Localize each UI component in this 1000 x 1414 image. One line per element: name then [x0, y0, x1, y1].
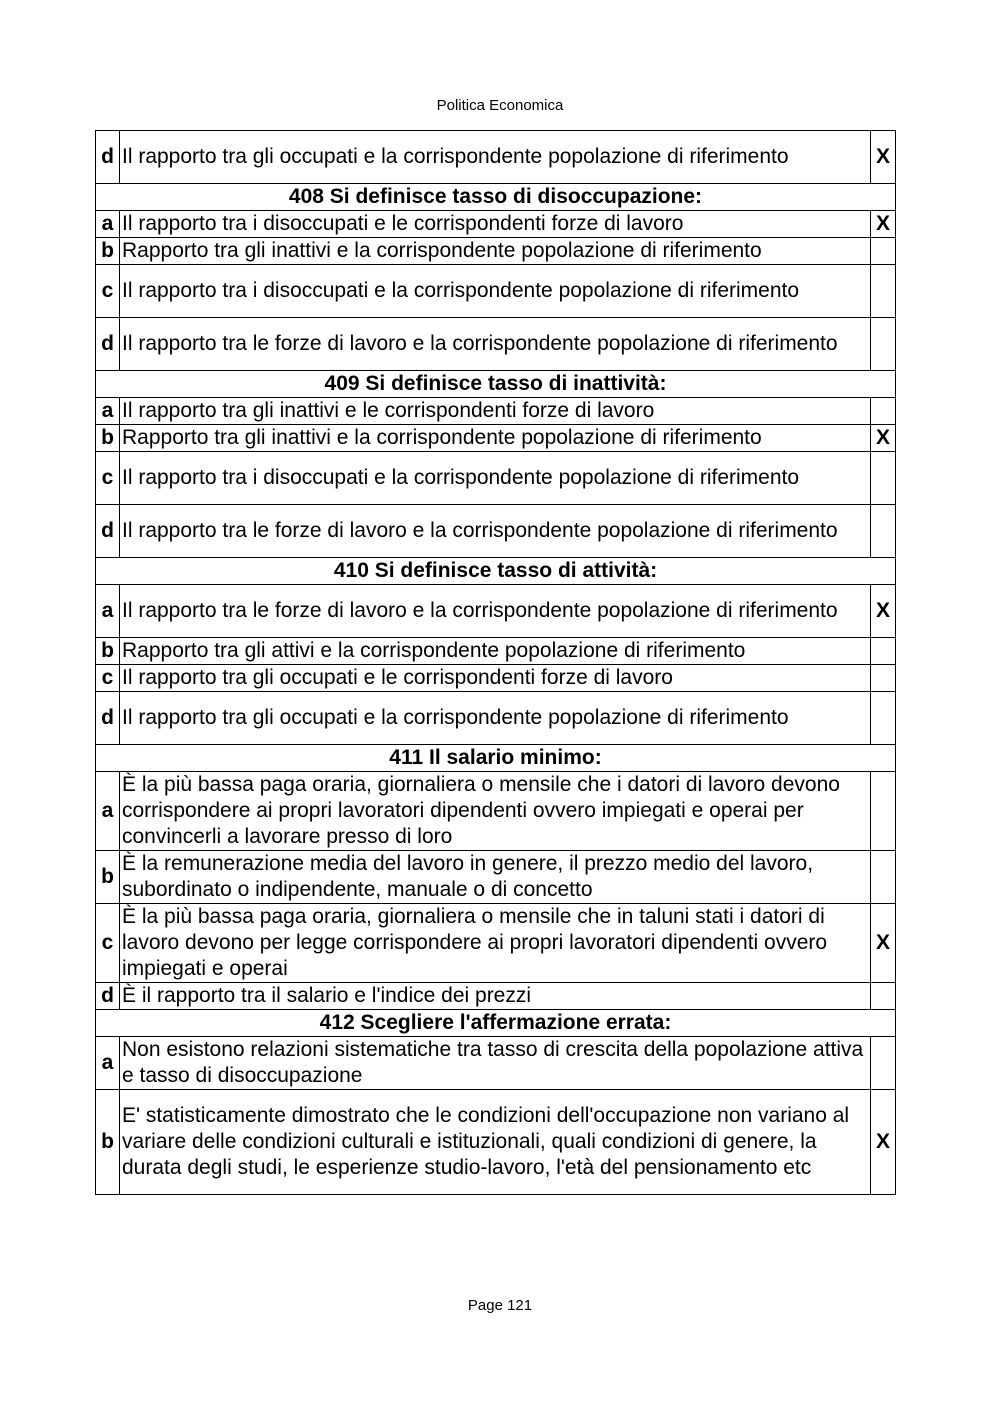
answer-row	[96, 983, 896, 1010]
answer-letter: a	[96, 211, 120, 238]
quiz-table	[95, 130, 896, 1195]
answer-letter: b	[96, 851, 120, 904]
answer-text: Rapporto tra gli inattivi e la corrispondente popolazione di riferimento	[120, 238, 871, 265]
answer-letter: d	[96, 131, 120, 184]
answer-row	[96, 1090, 896, 1195]
answer-letter: c	[96, 665, 120, 692]
answer-text: Il rapporto tra gli occupati e la corrispondente popolazione di riferimento	[120, 692, 871, 745]
answer-text: Il rapporto tra i disoccupati e la corrispondente popolazione di riferimento	[120, 265, 871, 318]
correct-mark: X	[871, 211, 896, 238]
correct-mark: X	[871, 1090, 896, 1195]
correct-mark	[871, 772, 896, 851]
answer-row	[96, 211, 896, 238]
answer-letter: d	[96, 692, 120, 745]
answer-letter: d	[96, 318, 120, 371]
question-title: 411 Il salario minimo:	[96, 745, 896, 772]
question-title: 408 Si definisce tasso di disoccupazione:	[96, 184, 896, 211]
answer-row	[96, 452, 896, 505]
answer-text: Rapporto tra gli attivi e la corrispondente popolazione di riferimento	[120, 638, 871, 665]
question-row	[96, 1010, 896, 1037]
answer-letter: d	[96, 505, 120, 558]
answer-text: È la remunerazione media del lavoro in genere, il prezzo medio del lavoro, subordinato o indipendente, manuale o di concetto	[120, 851, 871, 904]
answer-text: Il rapporto tra le forze di lavoro e la corrispondente popolazione di riferimento	[120, 585, 871, 638]
answer-row	[96, 692, 896, 745]
question-row	[96, 558, 896, 585]
answer-row	[96, 131, 896, 184]
answer-letter: c	[96, 265, 120, 318]
answer-text: E' statisticamente dimostrato che le condizioni dell'occupazione non variano al variare delle condizioni culturali e istituzionali, quali condizioni di genere, la durata degli studi, le esperienze studio-lavoro, l'età del pensionamento etc	[120, 1090, 871, 1195]
answer-letter: a	[96, 772, 120, 851]
answer-text: È il rapporto tra il salario e l'indice dei prezzi	[120, 983, 871, 1010]
answer-letter: a	[96, 585, 120, 638]
answer-text: Il rapporto tra i disoccupati e le corrispondenti forze di lavoro	[120, 211, 871, 238]
correct-mark	[871, 851, 896, 904]
answer-letter: b	[96, 1090, 120, 1195]
answer-letter: c	[96, 452, 120, 505]
answer-text: Il rapporto tra gli occupati e la corrispondente popolazione di riferimento	[120, 131, 871, 184]
page-number: Page 121	[467, 1297, 533, 1314]
answer-row	[96, 585, 896, 638]
answer-letter: d	[96, 983, 120, 1010]
correct-mark	[871, 238, 896, 265]
answer-text: Rapporto tra gli inattivi e la corrispondente popolazione di riferimento	[120, 425, 871, 452]
answer-text: Il rapporto tra gli occupati e le corrispondenti forze di lavoro	[120, 665, 871, 692]
correct-mark	[871, 638, 896, 665]
answer-row	[96, 318, 896, 371]
answer-row	[96, 398, 896, 425]
answer-letter: a	[96, 398, 120, 425]
answer-row	[96, 638, 896, 665]
correct-mark: X	[871, 585, 896, 638]
question-title: 410 Si definisce tasso di attività:	[96, 558, 896, 585]
answer-row	[96, 665, 896, 692]
answer-row	[96, 851, 896, 904]
correct-mark: X	[871, 904, 896, 983]
answer-row	[96, 425, 896, 452]
correct-mark	[871, 1037, 896, 1090]
answer-letter: b	[96, 425, 120, 452]
question-title: 412 Scegliere l'affermazione errata:	[96, 1010, 896, 1037]
answer-row	[96, 238, 896, 265]
answer-letter: a	[96, 1037, 120, 1090]
correct-mark	[871, 452, 896, 505]
answer-row	[96, 1037, 896, 1090]
question-row	[96, 745, 896, 772]
correct-mark	[871, 692, 896, 745]
question-title: 409 Si definisce tasso di inattività:	[96, 371, 896, 398]
answer-text: Il rapporto tra gli inattivi e le corrispondenti forze di lavoro	[120, 398, 871, 425]
correct-mark	[871, 265, 896, 318]
page-header: Politica Economica	[436, 97, 564, 114]
correct-mark	[871, 398, 896, 425]
answer-letter: b	[96, 638, 120, 665]
answer-letter: c	[96, 904, 120, 983]
correct-mark: X	[871, 131, 896, 184]
correct-mark	[871, 665, 896, 692]
answer-row	[96, 904, 896, 983]
answer-text: Il rapporto tra i disoccupati e la corrispondente popolazione di riferimento	[120, 452, 871, 505]
correct-mark: X	[871, 425, 896, 452]
answer-text: Non esistono relazioni sistematiche tra tasso di crescita della popolazione attiva e tasso di disoccupazione	[120, 1037, 871, 1090]
correct-mark	[871, 505, 896, 558]
answer-text: È la più bassa paga oraria, giornaliera o mensile che i datori di lavoro devono corrispondere ai propri lavoratori dipendenti ovvero impiegati e operai per convincerli a lavorare presso di loro	[120, 772, 871, 851]
question-row	[96, 184, 896, 211]
question-row	[96, 371, 896, 398]
answer-row	[96, 505, 896, 558]
correct-mark	[871, 983, 896, 1010]
answer-text: Il rapporto tra le forze di lavoro e la corrispondente popolazione di riferimento	[120, 318, 871, 371]
answer-row	[96, 772, 896, 851]
answer-letter: b	[96, 238, 120, 265]
answer-row	[96, 265, 896, 318]
correct-mark	[871, 318, 896, 371]
answer-text: È la più bassa paga oraria, giornaliera o mensile che in taluni stati i datori di lavoro devono per legge corrispondere ai propri lavoratori dipendenti ovvero impiegati e operai	[120, 904, 871, 983]
answer-text: Il rapporto tra le forze di lavoro e la corrispondente popolazione di riferimento	[120, 505, 871, 558]
